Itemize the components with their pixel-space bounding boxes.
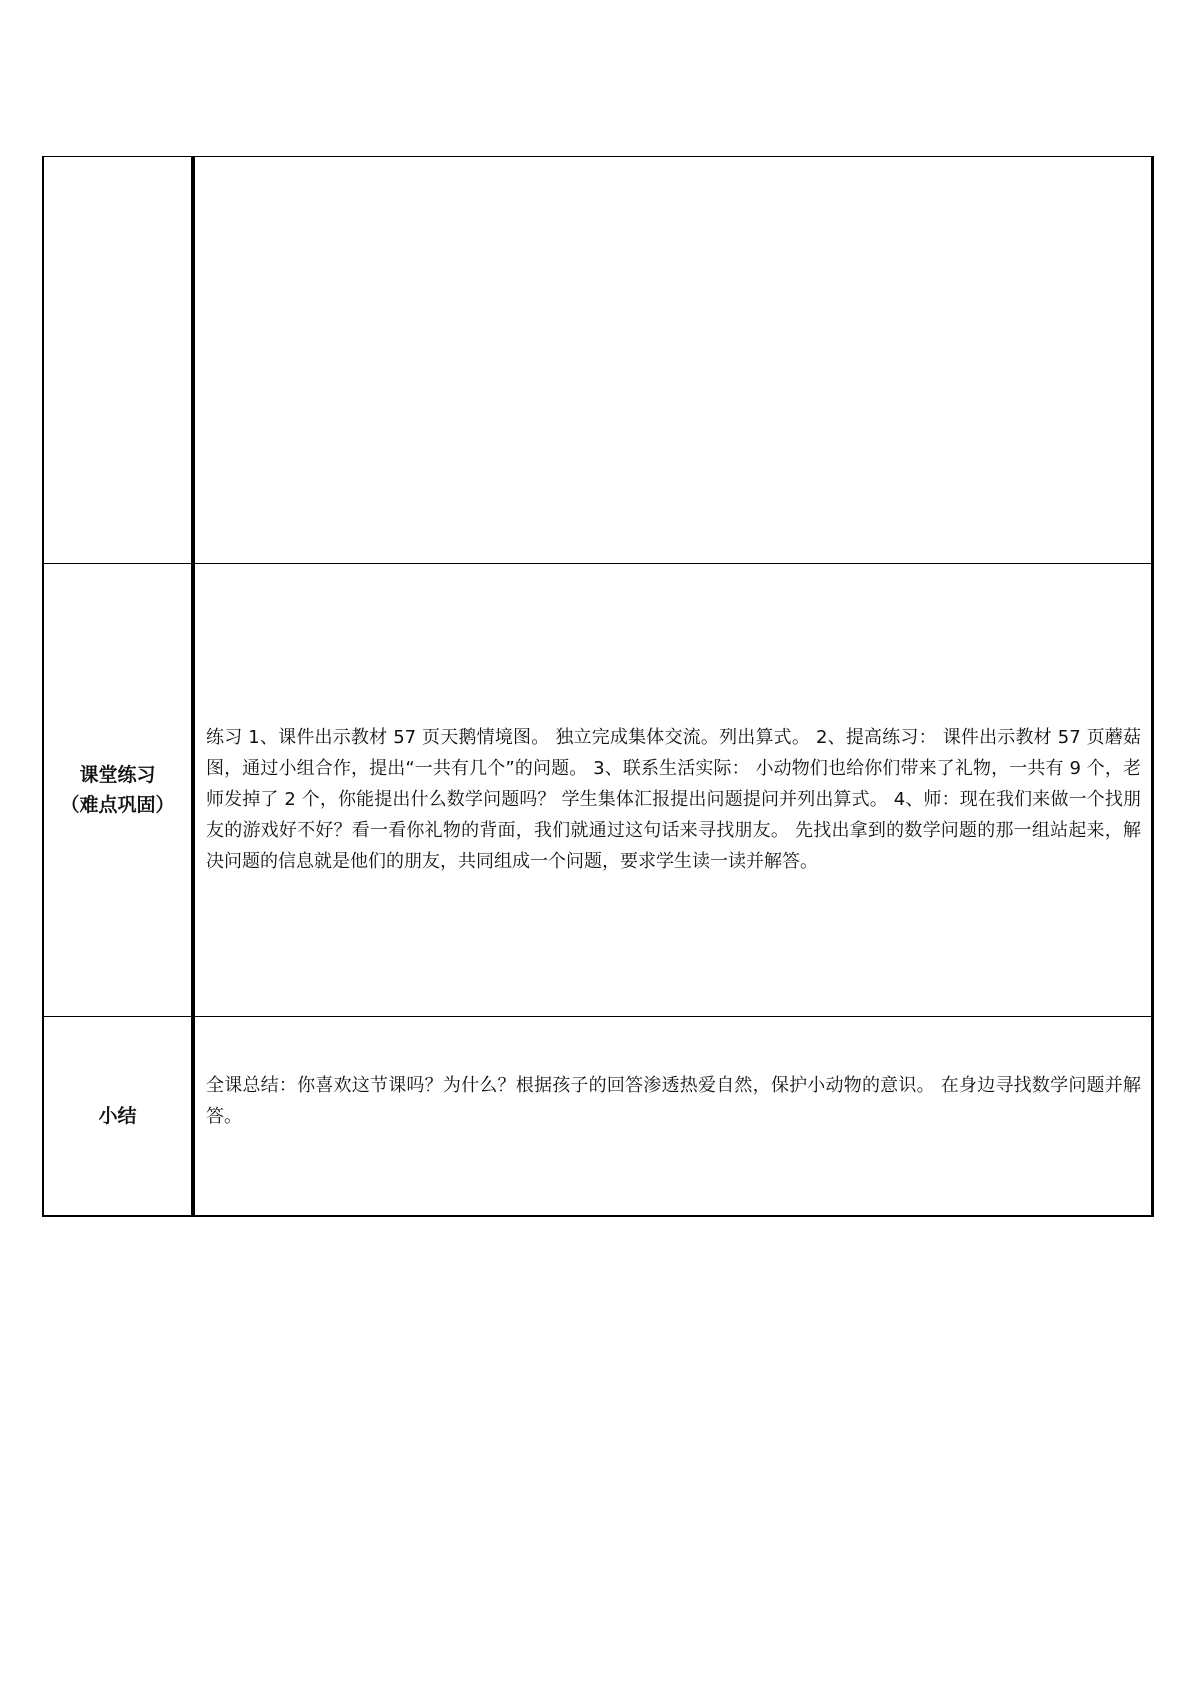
practice-label — [44, 760, 191, 820]
practice-label-line-2: （难点巩固） — [60, 794, 175, 816]
lesson-plan-table — [42, 156, 1154, 1217]
row-label-cell — [43, 157, 193, 564]
summary-label — [44, 1101, 191, 1131]
row-content-cell — [193, 157, 1153, 564]
table-row-summary — [43, 1017, 1153, 1217]
table-row-empty — [43, 157, 1153, 564]
row-label-cell — [43, 1017, 193, 1217]
row-content-cell — [193, 1017, 1153, 1217]
practice-label-line-1: 课堂练习 — [79, 764, 156, 786]
row-label-cell — [43, 564, 193, 1017]
summary-label-line-1: 小结 — [98, 1105, 137, 1127]
table-row-practice — [43, 564, 1153, 1017]
summary-content: 全课总结：你喜欢这节课吗？为什么？根据孩子的回答渗透热爱自然，保护小动物的意识。 在身边寻找数学问题并解答。 — [206, 1075, 1141, 1127]
practice-content: 练习 1、课件出示教材 57 页天鹅情境图。 独立完成集体交流。列出算式。 2、提高练习： 课件出示教材 57 页蘑菇图，通过小组合作，提出“一共有几个”的问题。 3、联系生活实际： 小动物们也给你们带来了礼物，一共有 9 个，老师发掉了 2 个，你能提出什么数学问题吗？ 学生集体汇报提出问题提问并列出算式。 4、师：现在我们来做一个找朋友的游戏好不好？看一看你礼物的背面，我们就通过这句话来寻找朋友。 先找出拿到的数学问题的那一组站起来，解决问题的信息就是他们的朋友，共同组成一个问题，要求学生读一读并解答。 — [206, 726, 1141, 872]
row-content-cell — [193, 564, 1153, 1017]
